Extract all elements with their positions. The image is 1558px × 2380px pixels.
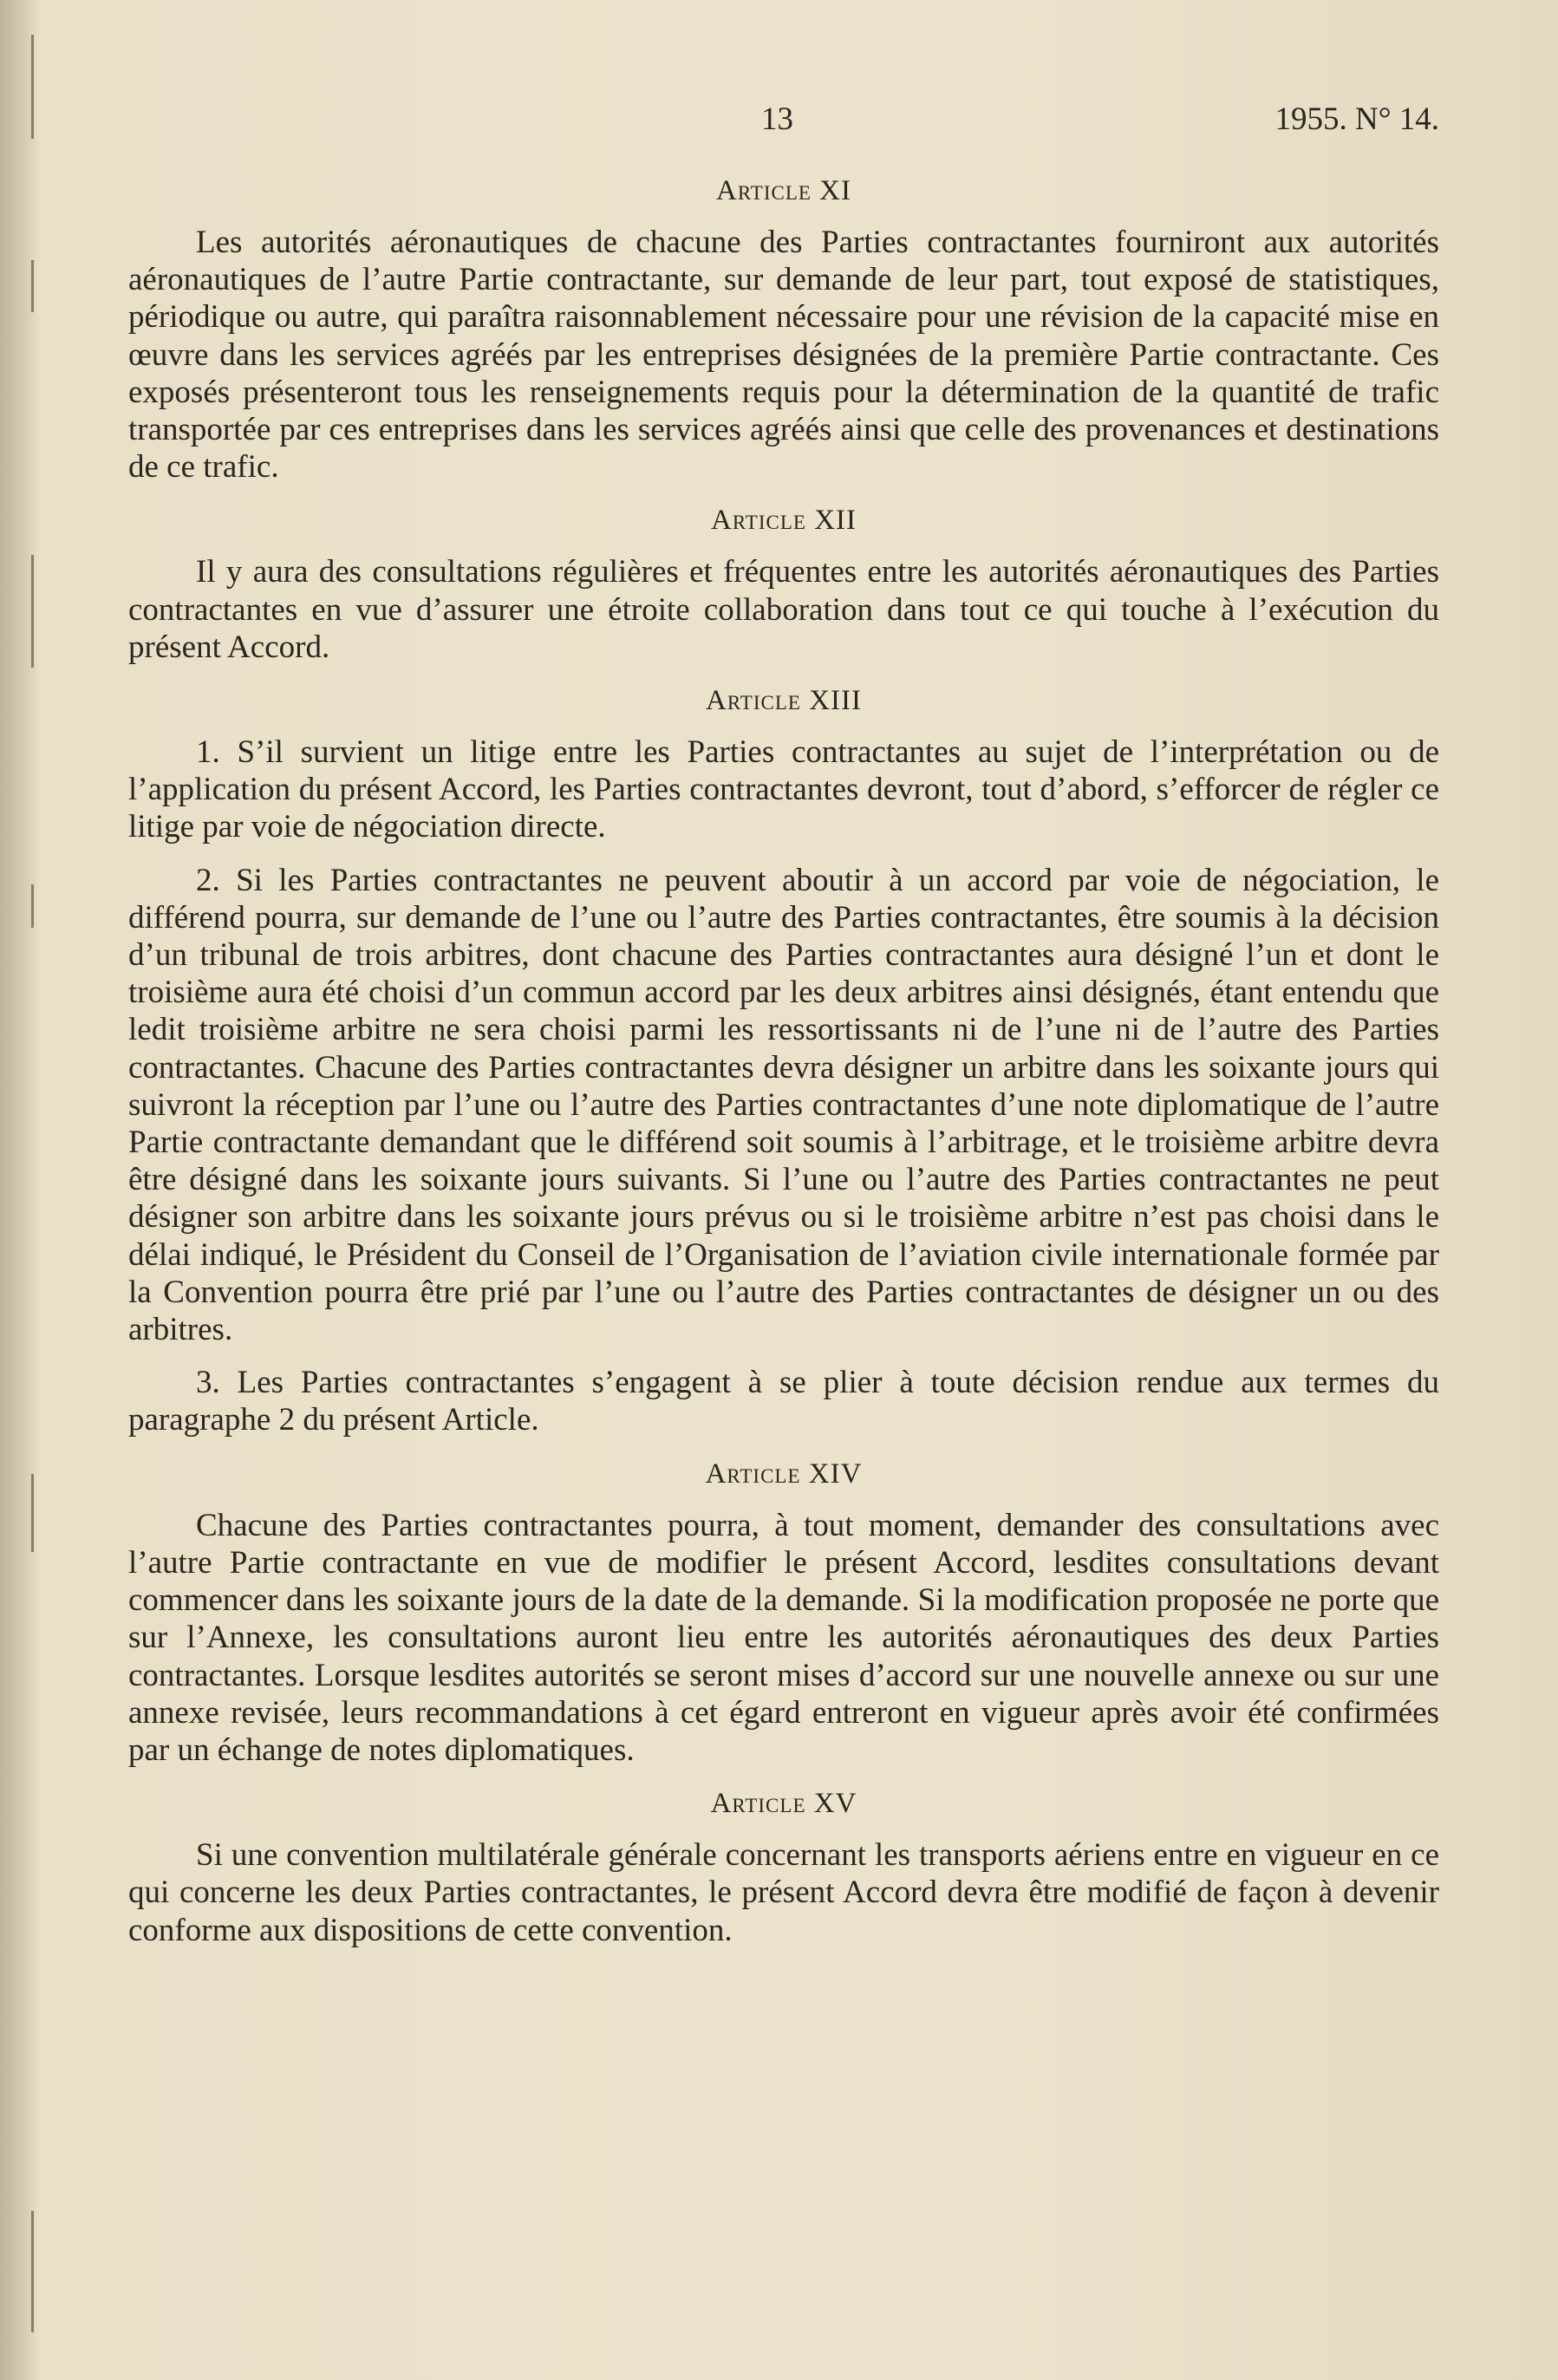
article-11 — [128, 172, 1439, 486]
article-paragraph: Les autorités aéronautiques de chacune des Parties contractantes fourniront aux autorités aéronautiques de l’autre Partie contractante, sur demande de leur part, tout exposé de statistiques, périodique ou autre, qui paraîtra raisonnablement nécessaire pour une révision de la capacité mise en œuvre dans les services agréés par les entreprises désignées de la première Partie contractante. Ces exposés présenteront tous les renseignements requis pour la détermination de la quantité de trafic transportée par ces entreprises dans les services agréés ainsi que celle des provenances et destinations de ce trafic. — [128, 225, 1439, 486]
gutter-shadow-mark — [31, 555, 34, 668]
article-paragraph: Il y aura des consultations régulières et fréquentes entre les autorités aéronautiques des Parties contractantes en vue d’assurer une étroite collaboration dans tout ce qui touche à l’exécution du présent Accord. — [128, 554, 1439, 665]
document-body — [128, 172, 1439, 1965]
article-heading: Article XI — [715, 175, 851, 206]
binding-gutter — [0, 0, 40, 2380]
gutter-shadow-mark — [31, 35, 34, 139]
article-paragraph: 3. Les Parties contractantes s’engagent à se plier à toute décision rendue aux termes du paragraphe 2 du présent Article. — [128, 1365, 1439, 1438]
article-13 — [128, 681, 1439, 1439]
gutter-shadow-mark — [31, 260, 34, 312]
article-heading: Article XIV — [705, 1457, 863, 1490]
article-paragraph: 2. Si les Parties contractantes ne peuvent aboutir à un accord par voie de négociation, le différend pourra, sur demande de l’une ou l’autre des Parties contractantes, être soumis à la décision d’un tribunal de trois arbitres, dont chacune des Parties contractantes aura désigné l’un et dont le troisième aura été choisi d’un commun accord par les deux arbitres ainsi désignés, étant entendu que ledit troisième arbitre ne sera choisi parmi les ressortissants ni de l’une ni de l’autre des Parties contractantes. Chacune des Parties contractantes devra désigner un arbitre dans les soixante jours qui suivront la réception par l’une ou l’autre des Parties contractantes d’une note diplomatique de l’autre Partie contractante demandant que le différend soit soumis à l’arbitrage, et le troisième arbitre devra être désigné dans les soixante jours suivants. Si l’une ou l’autre des Parties contractantes ne peut désigner son arbitre dans les soixante jours prévus ou si le troisième arbitre n’est pas choisi dans le délai indiqué, le Président du Conseil de l’Organisation de l’aviation civile internationale formée par la Convention pourra être prié par l’une ou l’autre des Parties contractantes de désigner un ou des arbitres. — [128, 862, 1439, 1348]
running-header — [130, 94, 1439, 146]
document-reference: 1955. N° 14. — [1274, 101, 1439, 137]
page-number: 13 — [761, 101, 793, 137]
gutter-shadow-mark — [31, 2211, 34, 2332]
gutter-shadow-mark — [31, 1474, 34, 1552]
article-15 — [128, 1784, 1439, 1949]
article-paragraph: Si une convention multilatérale générale concernant les transports aériens entre en vigueur en ce qui concerne les deux Parties contractantes, le présent Accord devra être modifié de façon à devenir conforme aux dispositions de cette convention. — [128, 1837, 1439, 1948]
article-14 — [128, 1455, 1439, 1769]
article-heading: Article XIII — [706, 685, 862, 717]
article-paragraph: 1. S’il survient un litige entre les Parties contractantes au sujet de l’interprétation ou de l’application du présent Accord, les Parties contractantes devront, tout d’abord, s’efforcer de régler ce litige par voie de négociation directe. — [128, 734, 1439, 845]
gutter-shadow-mark — [31, 884, 34, 928]
article-heading: Article XII — [711, 505, 857, 537]
article-12 — [128, 501, 1439, 666]
article-paragraph: Chacune des Parties contractantes pourra, à tout moment, demander des consultations avec l’autre Partie contractante en vue de modifier le présent Accord, lesdites consultations devant commencer dans les soixante jours de la date de la demande. Si la modification proposée ne porte que sur l’Annexe, les consultations auront lieu entre les autorités aéronautiques des deux Parties contractantes. Lorsque lesdites autorités se seront mises d’accord sur une nouvelle annexe ou sur une annexe revisée, leurs recommandations à cet égard entreront en vigueur après avoir été confirmées par un échange de notes diplomatiques. — [128, 1507, 1439, 1768]
article-heading: Article XV — [710, 1788, 857, 1820]
